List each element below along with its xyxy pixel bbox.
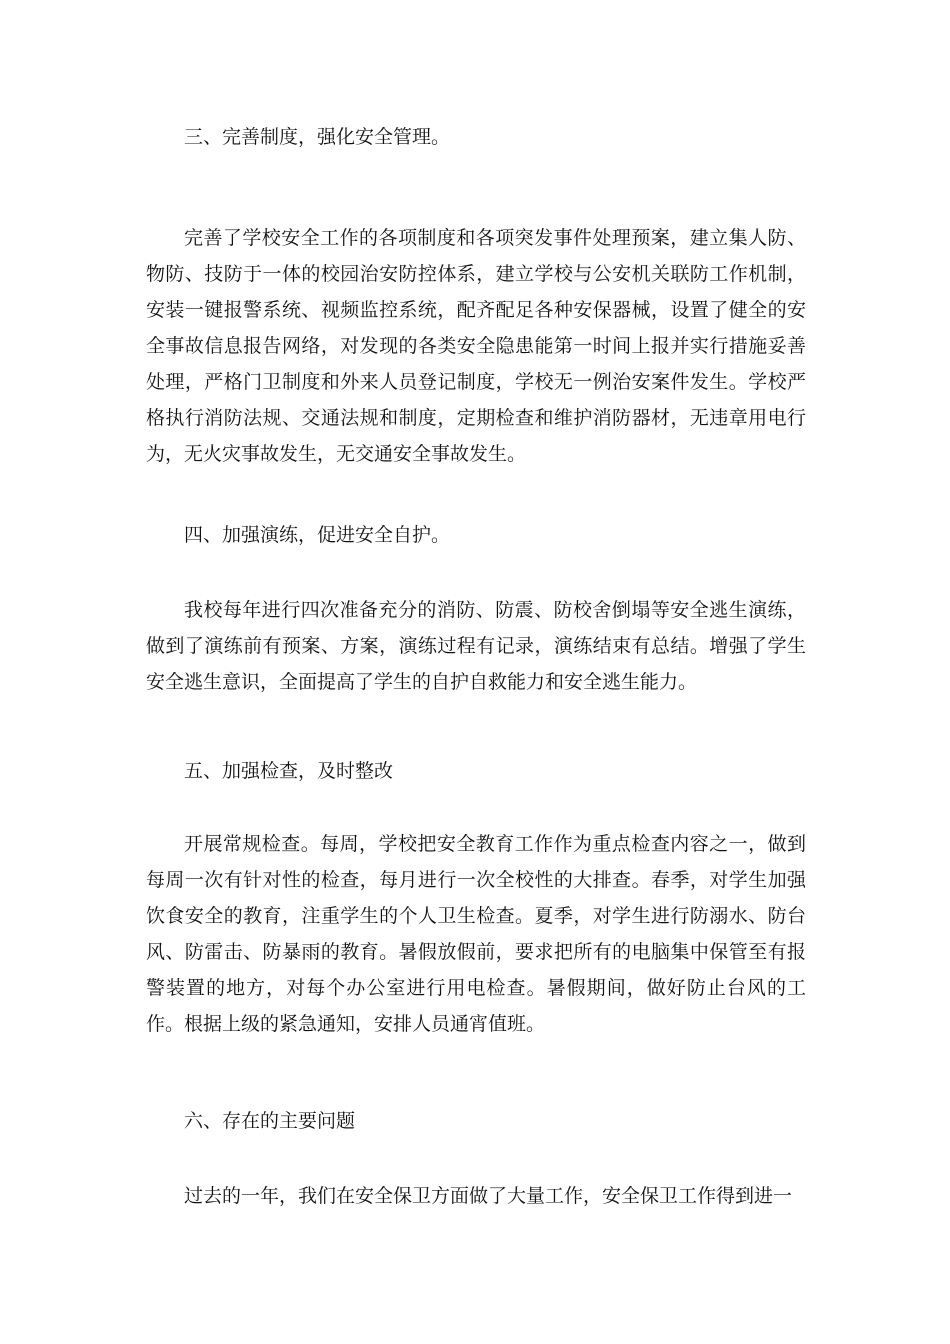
- section-body-4: 我校每年进行四次准备充分的消防、防震、防校舍倒塌等安全逃生演练，做到了演练前有预案、方案，演练过程有记录，演练结束有总结。增强了学生安全逃生意识，全面提高了学生的自护自救能力和安全逃生能力。: [146, 599, 806, 693]
- section-body-5: 开展常规检查。每周，学校把安全教育工作作为重点检查内容之一，做到每周一次有针对性的检查，每月进行一次全校性的大排查。春季，对学生加强饮食安全的教育，注重学生的个人卫生检查。夏季，对学生进行防溺水、防台风、防雷击、防暴雨的教育。暑假放假前，要求把所有的电脑集中保管至有报警装置的地方，对每个办公室进行用电检查。暑假期间，做好防止台风的工作。根据上级的紧急通知，安排人员通宵值班。: [146, 833, 806, 1035]
- section-body-3: 完善了学校安全工作的各项制度和各项突发事件处理预案，建立集人防、物防、技防于一体的校园治安防控体系，建立学校与公安机关联防工作机制，安装一键报警系统、视频监控系统，配齐配足各种安保器械，设置了健全的安全事故信息报告网络，对发现的各类安全隐患能第一时间上报并实行措施妥善处理，严格门卫制度和外来人员登记制度，学校无一例治安案件发生。学校严格执行消防法规、交通法规和制度，定期检查和维护消防器材，无违章用电行为，无火灾事故发生，无交通安全事故发生。: [146, 227, 806, 465]
- section-heading-5: 五、加强检查，及时整改: [184, 760, 394, 782]
- section-heading-6: 六、存在的主要问题: [184, 1110, 356, 1132]
- section-body-6: 过去的一年，我们在安全保卫方面做了大量工作，安全保卫工作得到进一: [184, 1185, 793, 1207]
- section-heading-4: 四、加强演练，促进安全自护。: [184, 524, 451, 546]
- section-heading-3: 三、完善制度，强化安全管理。: [184, 126, 451, 148]
